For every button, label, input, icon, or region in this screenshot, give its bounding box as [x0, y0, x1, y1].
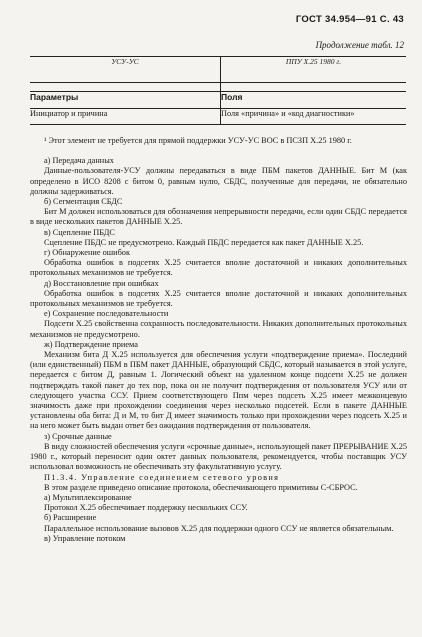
fields-header: Поля	[221, 92, 407, 109]
paragraph: б) Расширение	[44, 513, 97, 523]
paragraph: В виду сложностей обеспечения услуги «срочные данные», использующей пакет ПРЕРЫВАНИЕ Х.25 1980 г., который переносит один октет данных пользователя, рекомендуется, чтобы поставщик УСУ использовал возможность не обеспечивать эту факультативную услугу.	[30, 441, 407, 472]
paragraph: в) Сцепление ПБДС	[44, 227, 115, 237]
paragraph: Параллельное использование вызовов Х.25 для поддержки одного ССУ не является обязательным.	[44, 523, 394, 533]
col-a-title: УСУ-УС	[30, 57, 221, 83]
paragraph: д) Восстановление при ошибках	[44, 278, 159, 288]
paragraph: П1.3.4. Управление соединением сетевого уровня	[44, 472, 280, 482]
paragraph: Обработка ошибок в подсетях Х.25 считается вполне достаточной и никаких дополнительных протокольных механизмов не требуется.	[30, 288, 407, 309]
paragraph: в) Управление потоком	[44, 533, 126, 543]
paragraph: ж) Подтверждение приема	[44, 339, 138, 349]
footnote: ¹ Этот элемент не требуется для прямой поддержки УСУ-УС ВОС в ПСЗП Х.25 1980 г.	[44, 136, 352, 145]
paragraph: Подсети Х.25 свойственна сохранность последовательности. Никаких дополнительных протокольных механизмов не предусмотрено.	[30, 319, 407, 339]
paragraph: В этом разделе приведено описание протокола, обеспечивающего примитивы С-СБРОС.	[44, 482, 358, 492]
paragraph: Сцепление ПБДС не предусмотрено. Каждый ПБДС передается как пакет ДАННЫЕ Х.25.	[44, 237, 364, 247]
paragraph: Бит М должен использоваться для обозначения непрерывности передачи, если один СБДС передается в виде нескольких пакетов ДАННЫЕ Х.25.	[30, 207, 407, 227]
spacer-cell	[221, 83, 407, 92]
body-text	[30, 136, 407, 544]
paragraph: Протокол Х.25 обеспечивает поддержку нескольких ССУ.	[44, 503, 248, 513]
paragraph: а) Передача данных	[44, 156, 114, 166]
paragraph: б) Сегментация СБДС	[44, 197, 123, 207]
field-value: Поля «причина» и «код диагностики»	[221, 109, 407, 125]
params-header: Параметры	[30, 92, 221, 109]
paragraph-list	[30, 156, 407, 544]
paragraph: з) Срочные данные	[44, 431, 112, 441]
paragraph: Механизм бита Д Х.25 используется для обеспечения услуги «подтверждение приема». Последний (или единственный) ПБМ в ПБМ пакет ДАННЫЕ, образующий СБДС, который называется в этой услуге, передается с битом Д, равным 1. Логический объект на удаленном конце подсети Х.25 не должен подтверждать такой пакет до тех пор, пока он не получит подтверждения от пользователя УСУ или от следующего участка ССУ. Прием соответствующего Ппм через подсеть Х.25 имеет межконцевую значимость даже при прохождении соединения через несколько подсетей. Если в пакете ДАННЫЕ установлены оба бита: Д и М, то бит Д имеет значимость только при прохождении через подсеть Х.25 и на него может быть выдан ответ без ожидания подтверждения от пользователя.	[30, 350, 407, 431]
col-b-title: ППУ Х.25 1980 г.	[221, 57, 407, 83]
paragraph: Данные-пользователя-УСУ должны передаваться в виде ПБМ пакетов ДАННЫЕ. Бит М (как определено в ИСО 8208 с битом 0, равным нулю, СБДС, полученные для передачи, не обязательно должны задерживаться.	[30, 166, 407, 196]
parameters-table	[30, 56, 406, 125]
spacer-cell	[30, 83, 221, 92]
doc-header: ГОСТ 34.954—91 С. 43	[295, 14, 404, 25]
paragraph: е) Сохранение последовательности	[44, 309, 169, 319]
table-continuation-label: Продолжение табл. 12	[315, 40, 404, 50]
param-value: Инициатор и причина	[30, 109, 221, 125]
paragraph: а) Мультиплексирование	[44, 492, 132, 502]
paragraph: г) Обнаружение ошибок	[44, 248, 130, 258]
paragraph: Обработка ошибок в подсетях Х.25 считается вполне достаточной и никаких дополнительных протокольных механизмов не требуется.	[30, 258, 407, 278]
